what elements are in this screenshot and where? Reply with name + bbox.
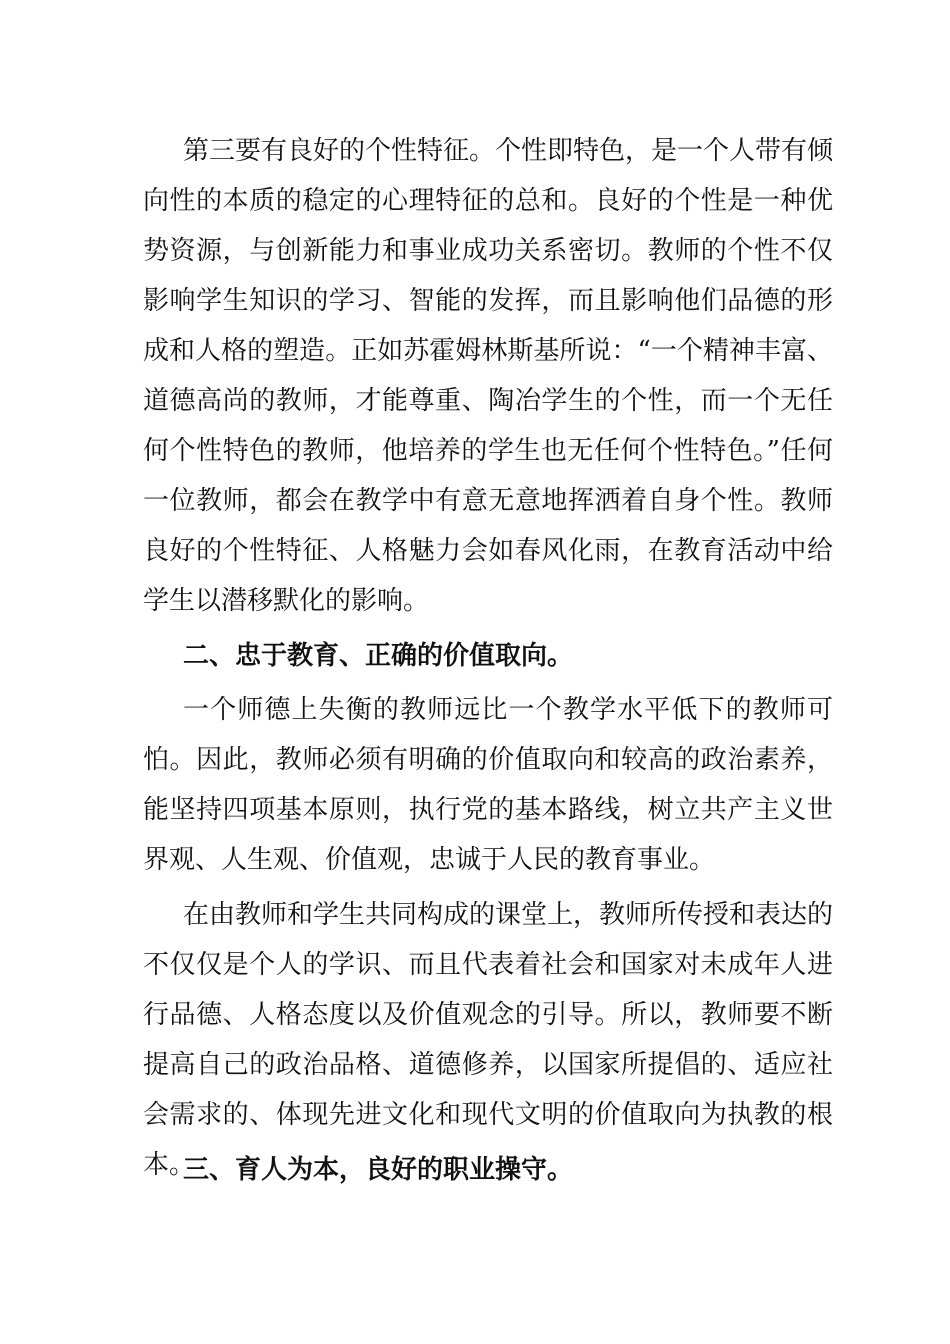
heading-professional-ethics: 三、育人为本，良好的职业操守。 — [183, 1155, 574, 1185]
document-body — [143, 126, 833, 1195]
paragraph-classroom: 在由教师和学生共同构成的课堂上，教师所传授和表达的不仅仅是个人的学识、而且代表着社会和国家对未成年人进行品德、人格态度以及价值观念的引导。所以，教师要不断提高自己的政治品格、道德修养，以国家所提倡的、适应社会需求的、体现先进文化和现代文明的价值取向为执教的根本。 — [143, 900, 834, 1180]
heading-value-orientation: 二、忠于教育、正确的价值取向。 — [183, 641, 574, 671]
paragraph-moral-teacher: 一个师德上失衡的教师远比一个教学水平低下的教师可怕。因此，教师必须有明确的价值取向和较高的政治素养，能坚持四项基本原则，执行党的基本路线，树立共产主义世界观、人生观、价值观，忠诚于人民的教育事业。 — [143, 695, 833, 875]
paragraph-personality: 第三要有良好的个性特征。个性即特色，是一个人带有倾向性的本质的稳定的心理特征的总和。良好的个性是一种优势资源，与创新能力和事业成功关系密切。教师的个性不仅影响学生知识的学习、智能的发挥，而且影响他们品德的形成和人格的塑造。正如苏霍姆林斯基所说：“一个精神丰富、道德高尚的教师，才能尊重、陶冶学生的个性，而一个无任何个性特色的教师，他培养的学生也无任何个性特色。”任何一位教师，都会在教学中有意无意地挥洒着自身个性。教师良好的个性特征、人格魅力会如春风化雨，在教育活动中给学生以潜移默化的影响。 — [143, 136, 834, 616]
